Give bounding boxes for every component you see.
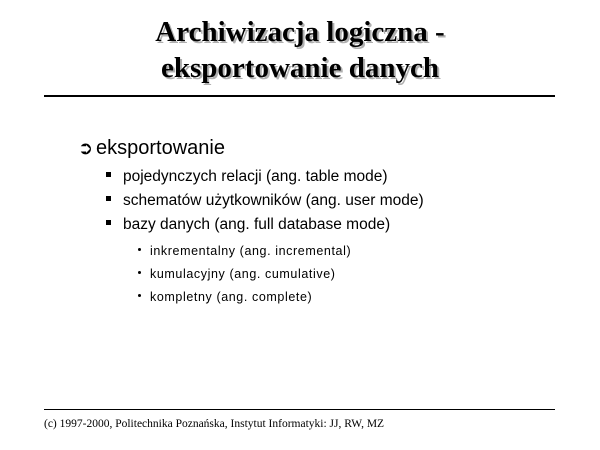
list-item-text: pojedynczych relacji (ang. table mode) [123, 168, 388, 185]
list-item-text: kompletny (ang. complete) [150, 290, 313, 304]
square-bullet-icon [106, 196, 111, 201]
main-bullet-text: eksportowanie [96, 137, 225, 159]
footer-copyright: (c) 1997-2000, Politechnika Poznańska, Instytut Informatyki: JJ, RW, MZ [44, 418, 385, 430]
dot-bullet-icon [138, 294, 141, 297]
list-item [138, 240, 351, 263]
arrow-right-icon: ➲ [78, 138, 94, 158]
slide-title [0, 14, 600, 86]
dot-bullet-icon [138, 271, 141, 274]
list-item [106, 213, 424, 237]
list-item-text: schematów użytkowników (ang. user mode) [123, 192, 424, 209]
dot-bullet-icon [138, 248, 141, 251]
list-item [138, 263, 351, 286]
sub-sub-item-list [138, 240, 351, 309]
sub-item-list [106, 165, 424, 237]
slide-title-line-1: Archiwizacja logiczna - [155, 16, 445, 48]
title-divider [44, 95, 555, 97]
square-bullet-icon [106, 220, 111, 225]
main-bullet [78, 136, 225, 160]
list-item [106, 189, 424, 213]
list-item [138, 286, 351, 309]
square-bullet-icon [106, 172, 111, 177]
list-item-text: bazy danych (ang. full database mode) [123, 216, 391, 233]
list-item [106, 165, 424, 189]
slide-title-line-2: eksportowanie danych [161, 52, 439, 84]
list-item-text: kumulacyjny (ang. cumulative) [150, 267, 336, 281]
footer-divider [44, 409, 555, 410]
list-item-text: inkrementalny (ang. incremental) [150, 244, 352, 258]
